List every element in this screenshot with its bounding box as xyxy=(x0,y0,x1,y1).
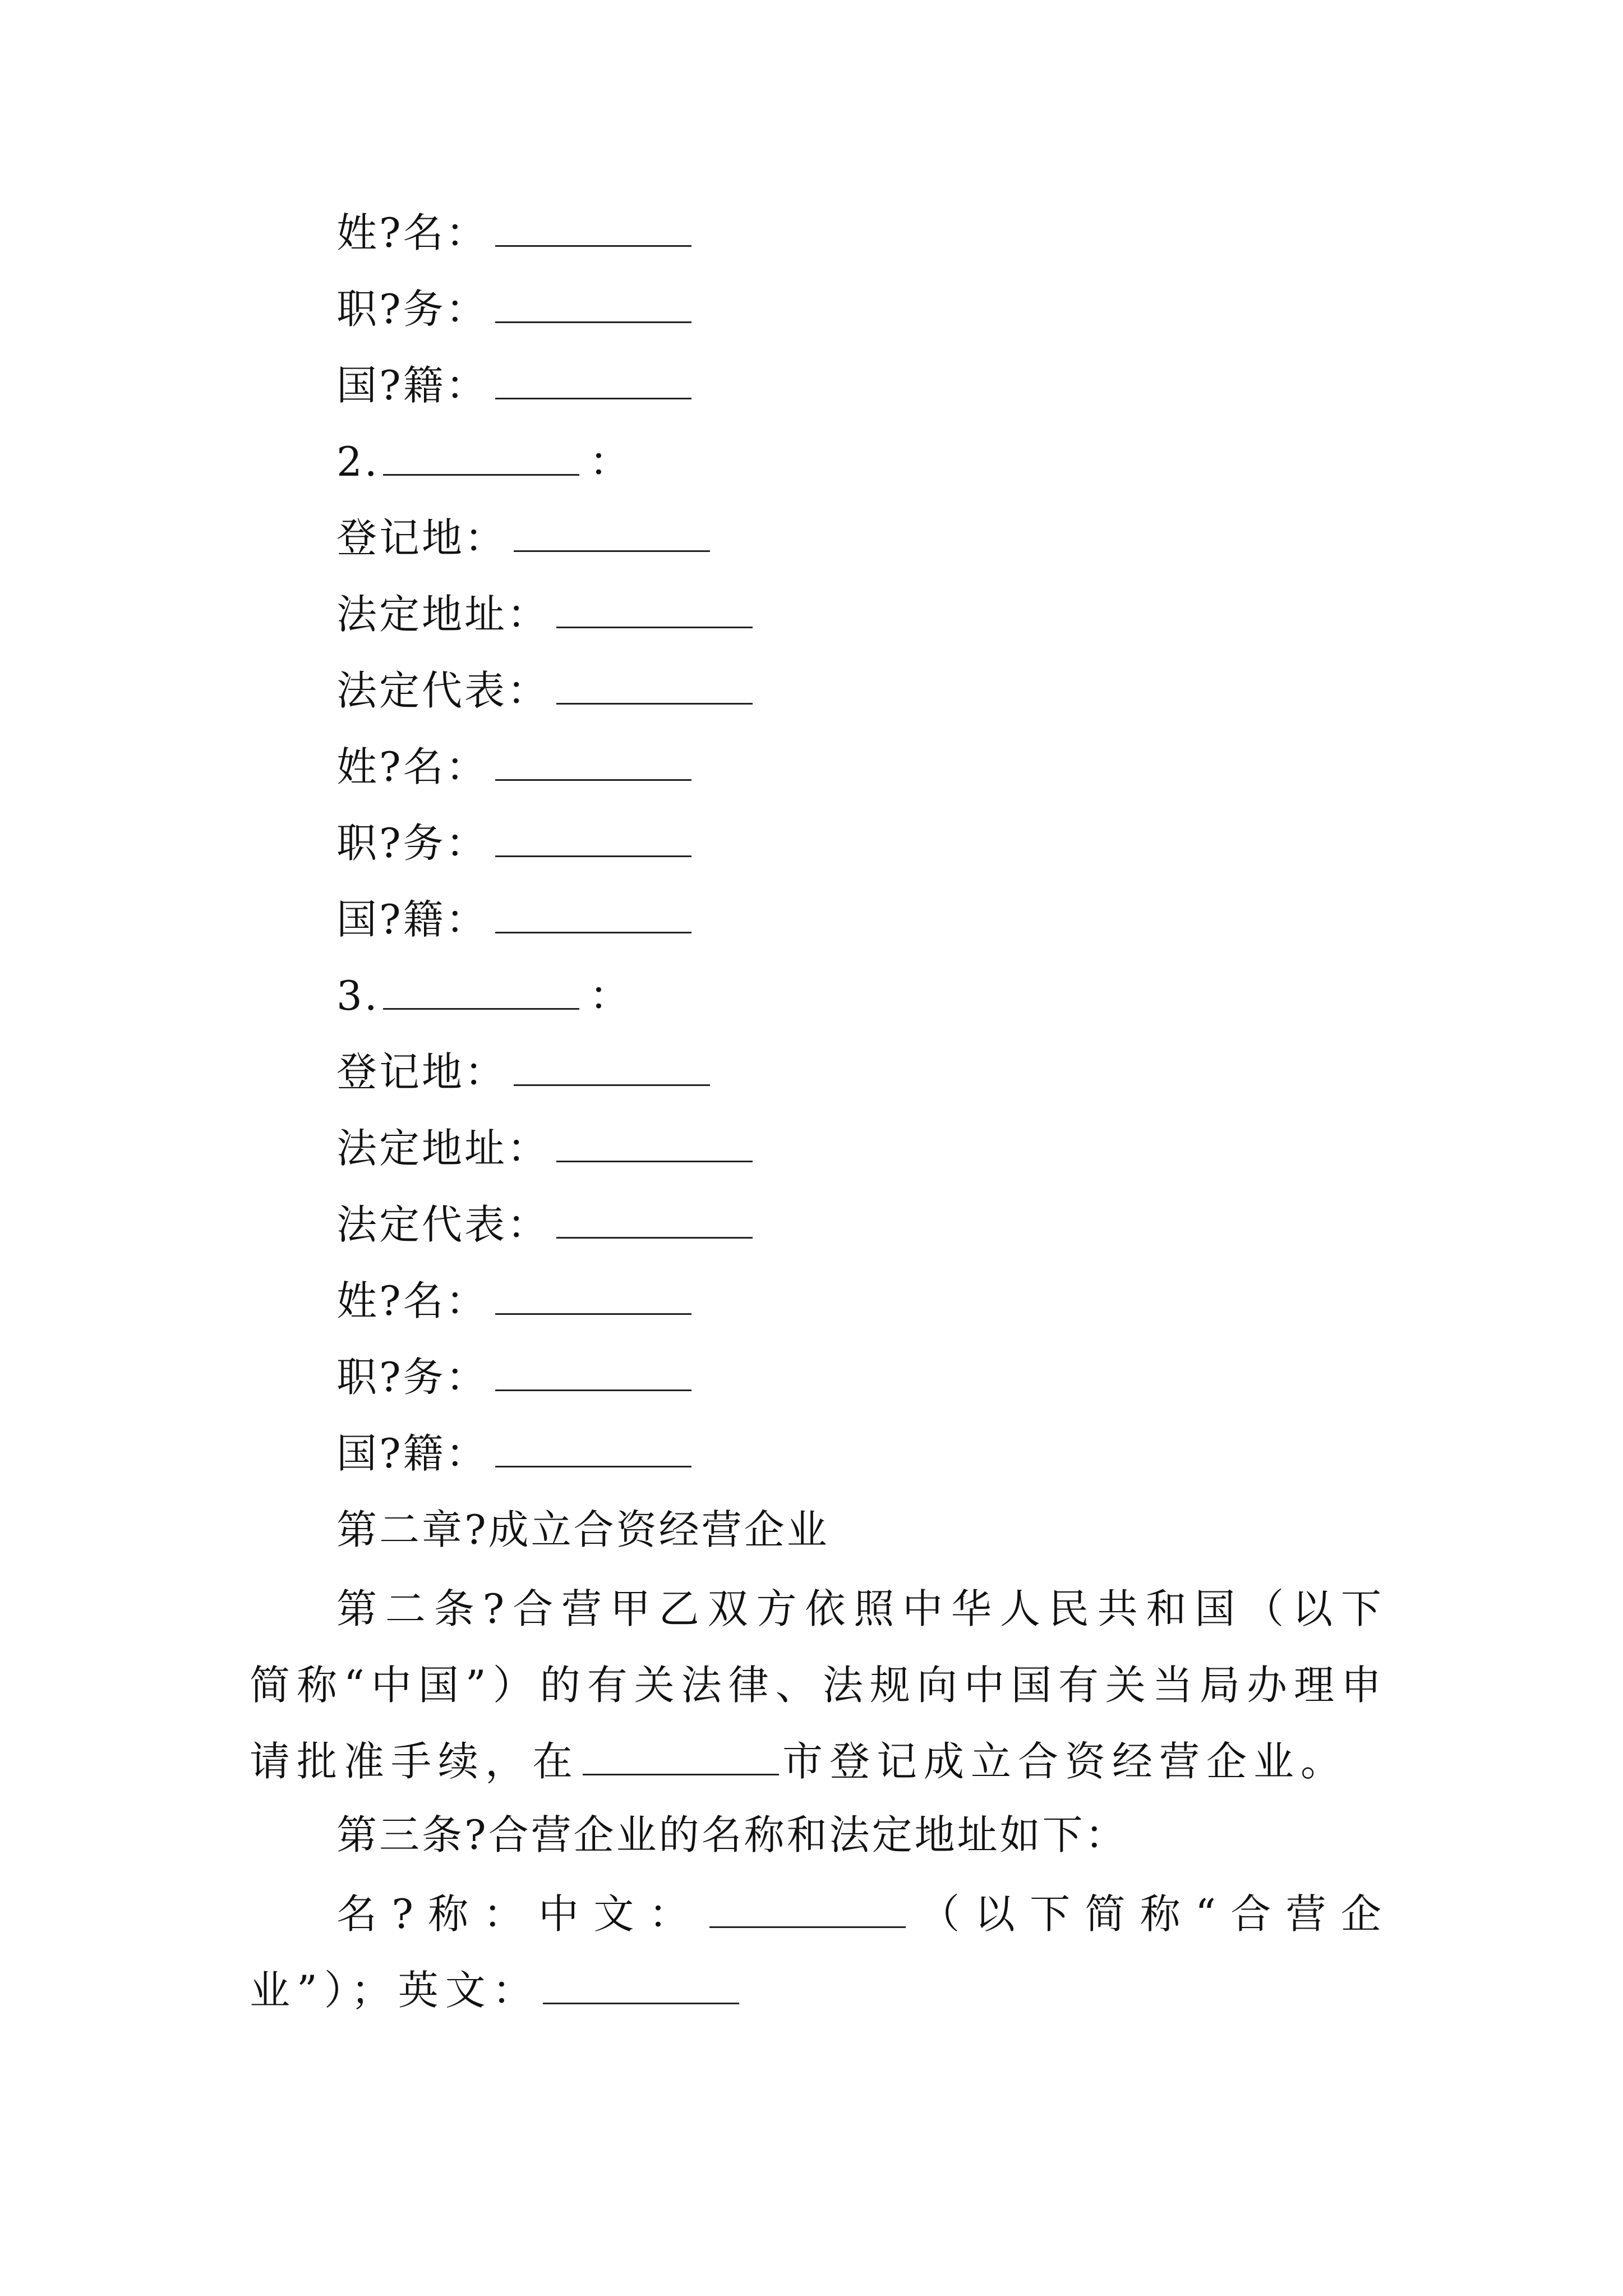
party3-name-label: 姓?名： xyxy=(336,1277,488,1324)
party2-legal-rep-row xyxy=(336,665,763,716)
party2-name-blank xyxy=(495,748,691,781)
party2-name-row xyxy=(336,742,702,792)
party3-title-row xyxy=(336,1352,702,1402)
party3-reg-place-row xyxy=(336,1047,720,1097)
party3-legal-rep-blank xyxy=(556,1205,753,1239)
party3-title-blank xyxy=(495,1358,691,1391)
party2-number: 2. xyxy=(336,438,380,485)
party2-title-blank xyxy=(495,824,691,857)
party2-legal-rep-label: 法定代表： xyxy=(336,667,550,714)
company-name-paragraph xyxy=(250,1876,1388,2028)
party3-nationality-blank xyxy=(495,1434,691,1467)
company-name-label-cn: 名?称：中文： xyxy=(336,1890,704,1938)
party2-nationality-blank xyxy=(495,900,691,933)
party2-legal-address-blank xyxy=(556,595,753,628)
party2-name-label: 姓?名： xyxy=(336,743,488,790)
party3-legal-address-label: 法定地址： xyxy=(336,1125,550,1172)
article3-heading: 第三条?合营企业的名称和法定地址如下： xyxy=(336,1811,1128,1858)
company-name-en-blank xyxy=(543,1971,739,2004)
party1-nationality-blank xyxy=(495,366,691,399)
party1-name-blank xyxy=(495,214,691,247)
article2-text-part2: 市登记成立合资经营企业。 xyxy=(782,1738,1348,1785)
party2-party-name-blank xyxy=(383,443,579,476)
party3-reg-place-blank xyxy=(514,1053,710,1086)
party1-nationality-row xyxy=(336,360,702,411)
party1-title-label: 职?务： xyxy=(336,286,488,333)
party2-reg-place-blank xyxy=(514,519,710,552)
party3-legal-address-blank xyxy=(556,1129,753,1162)
party2-nationality-row xyxy=(336,894,702,945)
party3-number: 3. xyxy=(336,972,380,1019)
article2-text-part1: 第二条?合营甲乙双方依照中华人民共和国（以下简称“中国”）的有关法律、法规向中国有关当局办理申请批准手续，在 xyxy=(250,1585,1388,1785)
party3-nationality-row xyxy=(336,1428,702,1479)
party2-nationality-label: 国?籍： xyxy=(336,896,488,943)
party2-legal-address-label: 法定地址： xyxy=(336,591,550,638)
party3-legal-address-row xyxy=(336,1123,763,1174)
party3-party-name-blank xyxy=(383,977,579,1010)
party3-reg-place-label: 登记地： xyxy=(336,1048,508,1096)
party2-reg-place-label: 登记地： xyxy=(336,514,508,562)
party3-heading-row xyxy=(336,970,632,1021)
party2-colon: ： xyxy=(589,438,632,485)
article2-paragraph xyxy=(250,1571,1388,1800)
party2-legal-rep-blank xyxy=(556,671,753,705)
company-name-cn-blank xyxy=(709,1895,906,1928)
party1-name-label: 姓?名： xyxy=(336,209,488,256)
party1-title-blank xyxy=(495,290,691,323)
party2-title-label: 职?务： xyxy=(336,820,488,867)
company-name-label-en: （以下简称“合营企业”）；英文： xyxy=(250,1890,1388,2014)
party3-colon: ： xyxy=(589,972,632,1019)
chapter2-heading: 第二章?成立合资经营企业 xyxy=(336,1506,829,1553)
party3-legal-rep-row xyxy=(336,1199,763,1250)
party1-title-row xyxy=(336,284,702,334)
party3-legal-rep-label: 法定代表： xyxy=(336,1201,550,1248)
party1-nationality-label: 国?籍： xyxy=(336,362,488,409)
party2-heading-row xyxy=(336,436,632,487)
party2-title-row xyxy=(336,818,702,868)
party3-nationality-label: 国?籍： xyxy=(336,1430,488,1477)
party1-name-row xyxy=(336,208,702,258)
article2-city-blank xyxy=(583,1742,779,1775)
party2-legal-address-row xyxy=(336,589,763,639)
party3-name-blank xyxy=(495,1282,691,1315)
party2-reg-place-row xyxy=(336,513,720,563)
party3-title-label: 职?务： xyxy=(336,1354,488,1401)
party3-name-row xyxy=(336,1276,702,1326)
